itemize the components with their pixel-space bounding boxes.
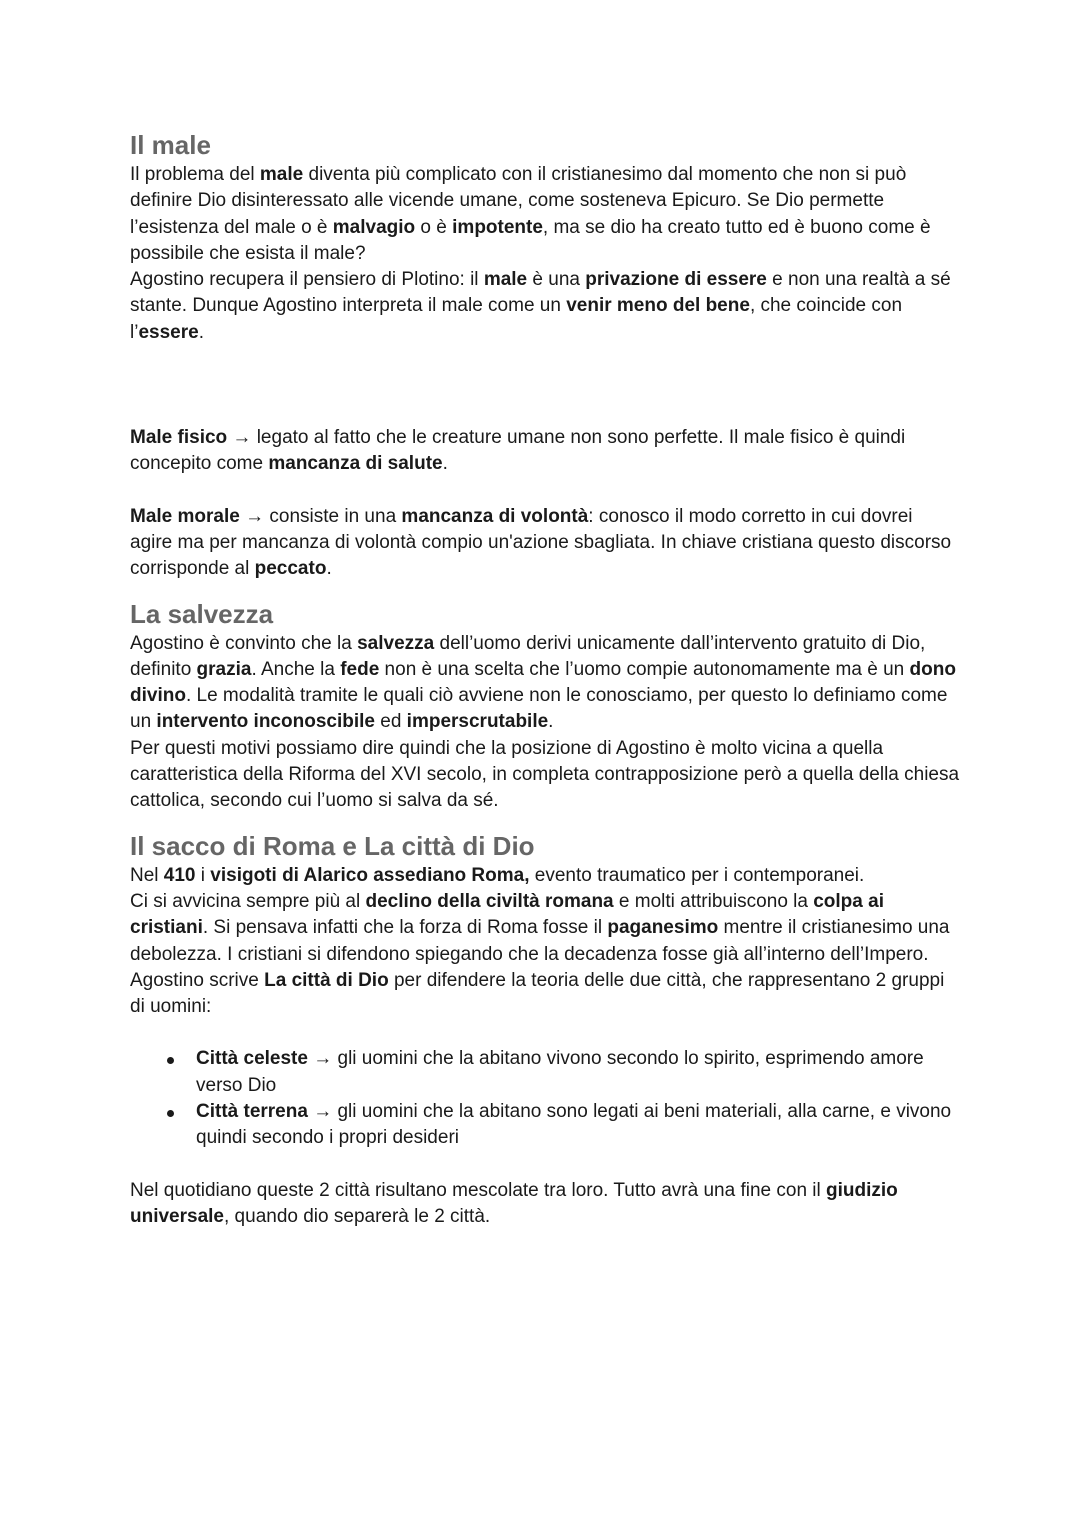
bold-term: Città terrena <box>196 1101 308 1123</box>
bold-term: essere <box>138 321 199 343</box>
bold-term: giudizio universale <box>130 1179 898 1227</box>
bold-term: Male fisico <box>130 427 228 449</box>
bold-term: impotente <box>452 216 543 238</box>
bold-term: mancanza di salute <box>268 453 443 475</box>
bold-term: grazia <box>196 658 252 680</box>
bold-term: imperscrutabile <box>406 711 549 733</box>
paragraph: Ci si avvicina sempre più al declino della civiltà romana e molti attribuiscono la colpa ai cristiani. Si pensava infatti che la forza di Roma fosse il paganesimo mentre il cristianesimo una debolezza. I cristiani si difendono spiegando che la decadenza fosse già all’interno dell’Impero. Agostino scrive La città di Dio per difendere la teoria delle due città, che rappresentano 2 gruppi di uomini: <box>130 890 950 1018</box>
paragraph-male-morale: Male morale → consiste in una mancanza di volontà: conosco il modo corretto in cui dovrei agire ma per mancanza di volontà compio un'azione sbagliata. In chiave cristiana questo discorso corrisponde al peccato. <box>130 505 952 580</box>
bold-term: Città celeste <box>196 1048 308 1070</box>
heading-il-male: Il male <box>130 130 211 160</box>
list-item-text: Città terrena → gli uomini che la abitano sono legati ai beni materiali, alla carne, e vivono quindi secondo i propri desideri <box>196 1101 952 1149</box>
paragraph: Agostino recupera il pensiero di Plotino: il male è una privazione di essere e non una realtà a sé stante. Dunque Agostino interpreta il male come un venir meno del bene, che coincide con l’essere. <box>130 269 951 343</box>
bold-term: mancanza di volontà <box>401 505 589 527</box>
bold-term: fede <box>340 658 380 680</box>
paragraph: Nel quotidiano queste 2 città risultano mescolate tra loro. Tutto avrà una fine con il giudizio universale, quando dio separerà le 2 città. <box>130 1179 898 1227</box>
bold-term: paganesimo <box>607 917 719 939</box>
bullet-icon <box>167 1110 174 1117</box>
bold-term: intervento inconoscibile <box>156 711 375 733</box>
list-item-text: Città celeste → gli uomini che la abitano vivono secondo lo spirito, esprimendo amore verso Dio <box>196 1048 924 1096</box>
bold-term: declino della civiltà romana <box>365 890 614 912</box>
bold-term: privazione di essere <box>585 269 767 291</box>
bold-term: male <box>483 269 528 291</box>
bold-term: salvezza <box>357 632 435 654</box>
bold-term: visigoti di Alarico assediano Roma, <box>210 864 530 886</box>
paragraph: Il problema del male diventa più complicato con il cristianesimo dal momento che non si può definire Dio disinteressato alle vicende umane, come sosteneva Epicuro. Se Dio permette l’esistenza del male o è malvagio o è impotente, ma se dio ha creato tutto ed è buono come è possibile che esista il male? <box>130 164 931 264</box>
bold-term: male <box>259 164 304 185</box>
paragraph-male-fisico: Male fisico → legato al fatto che le creature umane non sono perfette. Il male fisico è quindi concepito come mancanza di salute. <box>130 427 906 475</box>
bullet-list <box>130 1046 960 1151</box>
paragraph: Nel 410 i visigoti di Alarico assediano Roma, evento traumatico per i contemporanei. <box>130 864 865 886</box>
bold-term: dono divino <box>130 658 956 707</box>
bold-term: colpa ai cristiani <box>130 890 884 939</box>
bold-term: venir meno del bene <box>566 295 750 317</box>
list-item <box>130 1046 960 1099</box>
document-page <box>130 128 960 1230</box>
bold-term: 410 <box>163 864 196 886</box>
bullet-icon <box>167 1057 174 1064</box>
bold-term: peccato <box>254 558 327 580</box>
bold-term: malvagio <box>332 216 416 238</box>
heading-sacco-di-roma: Il sacco di Roma e La città di Dio <box>130 830 535 861</box>
paragraph: Agostino è convinto che la salvezza dell’uomo derivi unicamente dall’intervento gratuito di Dio, definito grazia. Anche la fede non è una scelta che l’uomo compie autonomamente ma è un dono divino. Le modalità tramite le quali ciò avviene non le conosciamo, per questo lo definiamo come un intervento inconoscibile ed imperscrutabile. <box>130 632 956 733</box>
bold-term: La città di Dio <box>264 969 389 991</box>
heading-la-salvezza: La salvezza <box>130 598 274 629</box>
paragraph: Per questi motivi possiamo dire quindi che la posizione di Agostino è molto vicina a quella caratteristica della Riforma del XVI secolo, in completa contrapposizione però a quella della chiesa cattolica, secondo cui l’uomo si salva da sé. <box>130 737 960 812</box>
bold-term: Male morale <box>130 505 240 527</box>
list-item <box>130 1099 960 1152</box>
